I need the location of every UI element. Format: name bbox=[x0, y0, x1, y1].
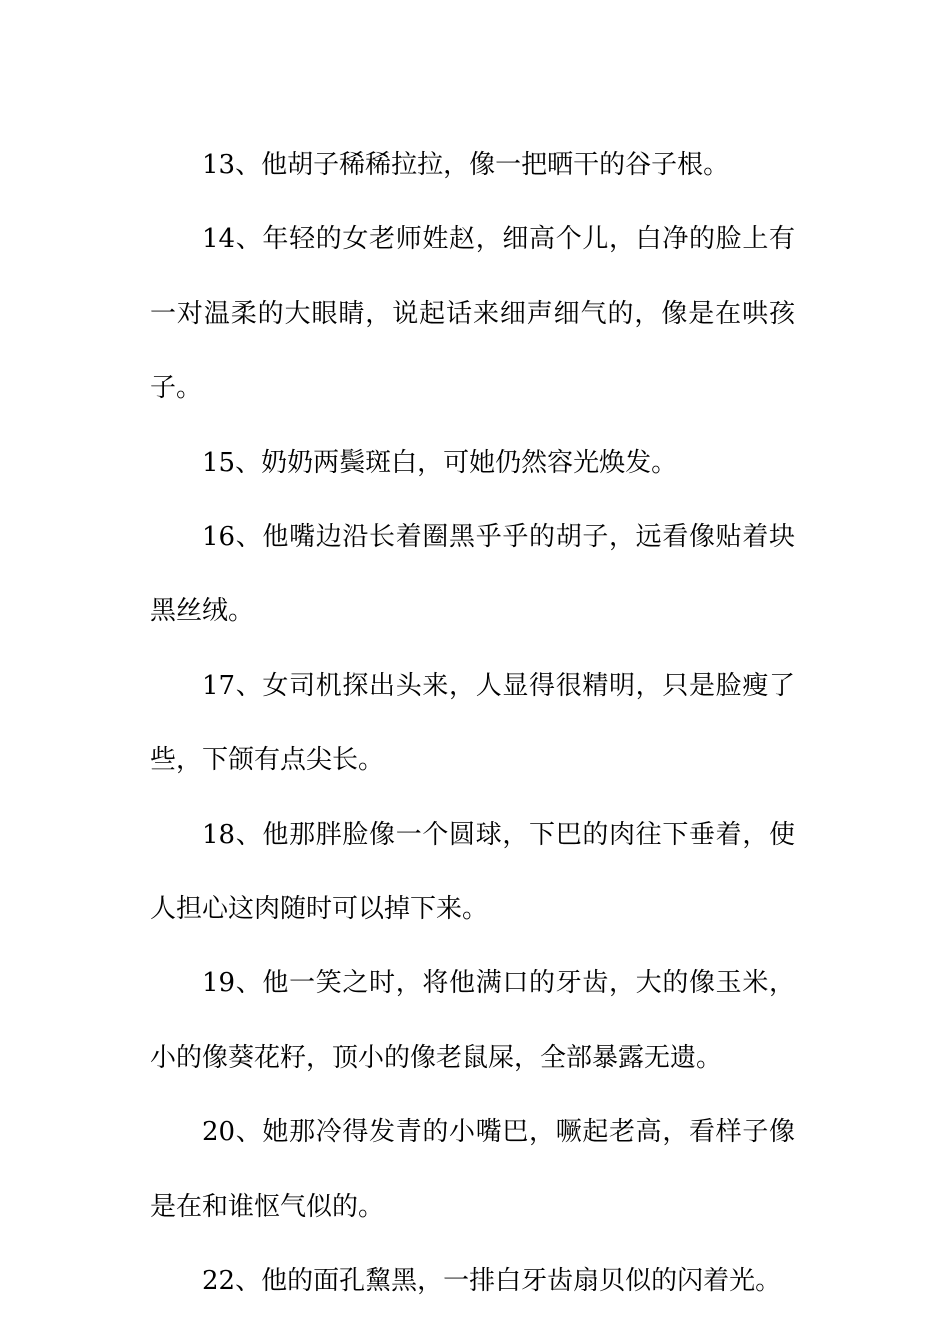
paragraph-16: 16、他嘴边沿长着圈黑乎乎的胡子，远看像贴着块黑丝绒。 bbox=[150, 522, 795, 627]
paragraph-17: 17、女司机探出头来，人显得很精明，只是脸瘦了些，下颌有点尖长。 bbox=[150, 670, 795, 776]
document-body bbox=[150, 128, 795, 1319]
paragraph-13: 13、他胡子稀稀拉拉，像一把晒干的谷子根。 bbox=[202, 150, 730, 180]
paragraph-15: 15、奶奶两鬓斑白，可她仍然容光焕发。 bbox=[202, 447, 678, 478]
paragraph-18: 18、他那胖脸像一个圆球，下巴的肉往下垂着，使人担心这肉随时可以掉下来。 bbox=[150, 819, 795, 925]
paragraph-22: 22、他的面孔黧黑，一排白牙齿扇贝似的闪着光。 bbox=[202, 1266, 782, 1297]
paragraph-19: 19、他一笑之时，将他满口的牙齿，大的像玉米，小的像葵花籽，顶小的像老鼠屎，全部暴露无遗。 bbox=[150, 968, 795, 1073]
paragraph-14: 14、年轻的女老师姓赵，细高个儿，白净的脸上有一对温柔的大眼睛，说起话来细声细气的，像是在哄孩子。 bbox=[150, 224, 795, 404]
paragraph-20: 20、她那冷得发青的小嘴巴，噘起老高，看样子像是在和谁怄气似的。 bbox=[150, 1117, 795, 1222]
